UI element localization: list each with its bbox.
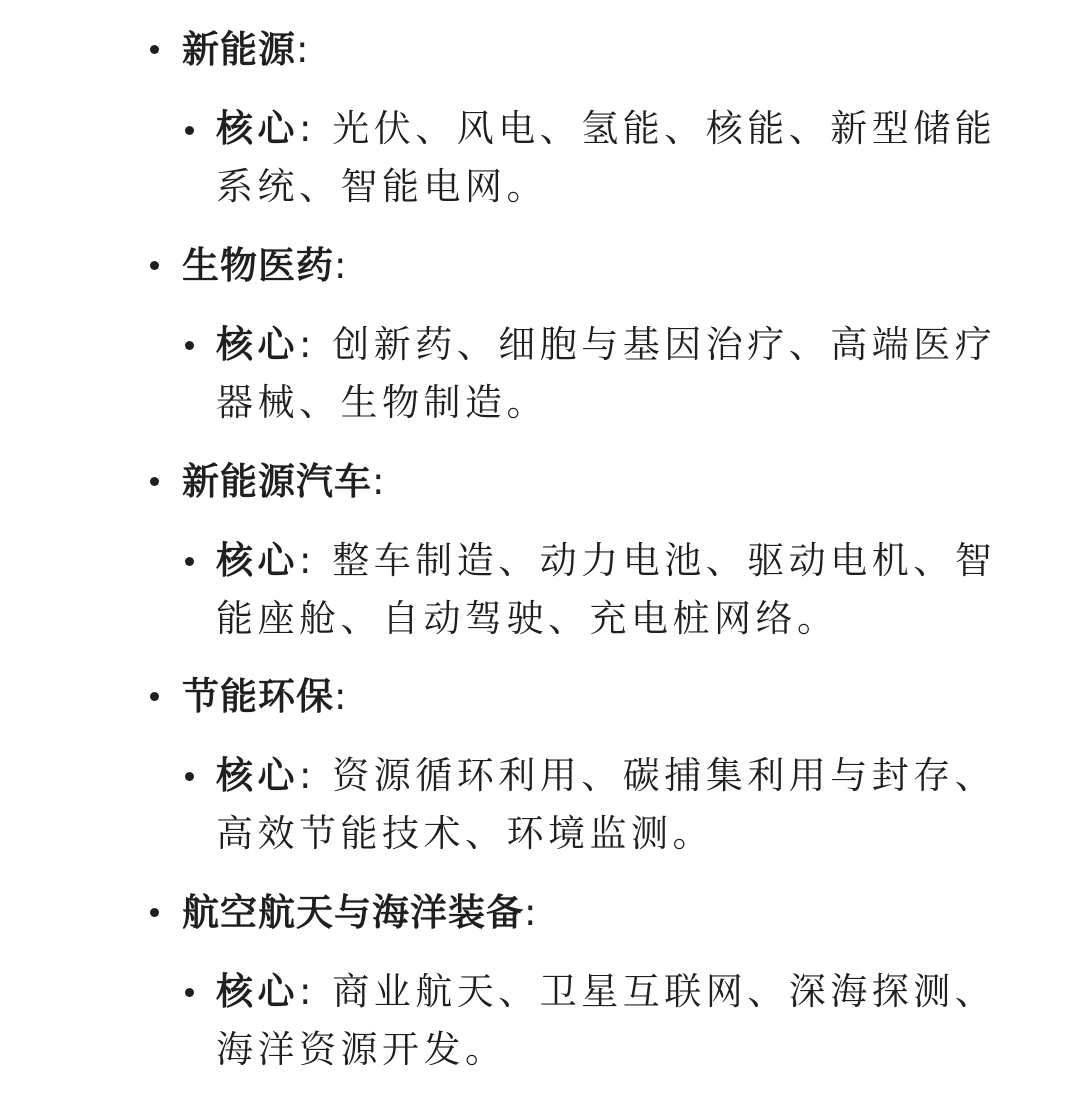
sub-item-detail: 光伏、风电、氢能、核能、新型储能系统、智能电网。	[216, 107, 997, 208]
sub-item	[216, 532, 1016, 648]
section-title: 新能源汽车	[182, 460, 372, 503]
section-colon: :	[334, 675, 348, 718]
sub-item-colon: :	[299, 754, 316, 797]
section-colon: :	[524, 891, 538, 934]
section-heading	[182, 673, 347, 721]
sub-item-detail: 整车制造、动力电池、驱动电机、智能座舱、自动驾驶、充电桩网络。	[216, 539, 997, 640]
sub-item-key: 核心	[216, 970, 299, 1013]
bullet-icon	[150, 477, 159, 486]
sub-item	[216, 316, 1016, 432]
sub-item-key: 核心	[216, 754, 299, 797]
sub-item-detail: 创新药、细胞与基因治疗、高端医疗器械、生物制造。	[216, 323, 997, 424]
sub-item-colon: :	[299, 107, 316, 150]
bullet-icon	[185, 988, 194, 997]
section-heading	[182, 889, 537, 937]
sub-item-colon: :	[299, 323, 316, 366]
sub-item-colon: :	[299, 539, 316, 582]
sub-item-key: 核心	[216, 107, 299, 150]
section-colon: :	[296, 28, 310, 71]
bullet-icon	[185, 341, 194, 350]
sub-item	[216, 747, 1016, 863]
section-title: 新能源	[182, 28, 296, 71]
section-colon: :	[334, 244, 348, 287]
section-title: 节能环保	[182, 675, 334, 718]
sub-item	[216, 963, 1016, 1079]
bullet-icon	[150, 261, 159, 270]
bullet-icon	[150, 692, 159, 701]
section-title: 生物医药	[182, 244, 334, 287]
sub-item	[216, 100, 1016, 216]
bullet-icon	[150, 45, 159, 54]
bullet-icon	[185, 557, 194, 566]
section-title: 航空航天与海洋装备	[182, 891, 524, 934]
section-heading	[182, 458, 385, 506]
sub-item-colon: :	[299, 970, 316, 1013]
bullet-icon	[185, 772, 194, 781]
sub-item-key: 核心	[216, 539, 299, 582]
section-heading	[182, 242, 347, 290]
sub-item-key: 核心	[216, 323, 299, 366]
sub-item-detail: 资源循环利用、碳捕集利用与封存、高效节能技术、环境监测。	[216, 754, 997, 855]
bullet-icon	[150, 908, 159, 917]
section-heading	[182, 26, 309, 74]
sub-item-detail: 商业航天、卫星互联网、深海探测、海洋资源开发。	[216, 970, 997, 1071]
bullet-icon	[185, 126, 194, 135]
section-colon: :	[372, 460, 386, 503]
